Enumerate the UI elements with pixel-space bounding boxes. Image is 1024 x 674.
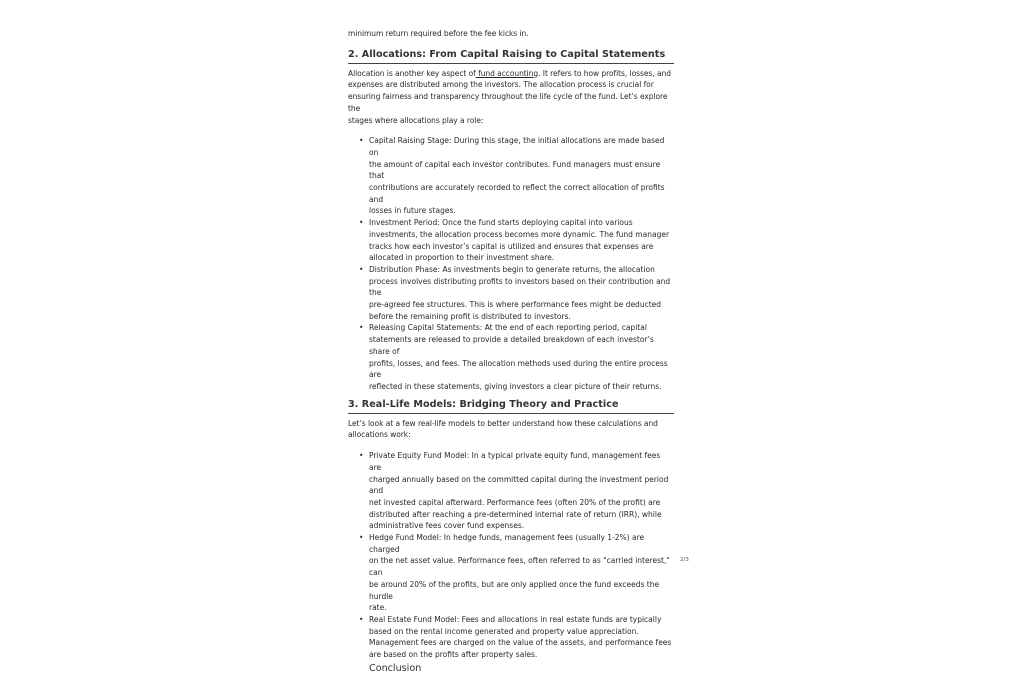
- list-item-line: rate.: [369, 603, 387, 613]
- list-item: [348, 264, 674, 323]
- list-item-line: tracks how each investor’s capital is utilized and ensures that expenses are: [369, 241, 654, 251]
- list-item: [348, 450, 674, 532]
- bullet-icon: •: [359, 264, 364, 274]
- list-item-line: charged annually based on the committed capital during the investment period and: [369, 474, 669, 496]
- list-item: [348, 217, 674, 264]
- list-item-line: before the remaining profit is distributed to investors.: [369, 311, 571, 321]
- section-allocations: [348, 49, 674, 393]
- list-item-line: based on the rental income generated and property value appreciation.: [369, 626, 639, 636]
- intro-line: expenses are distributed among the investors. The allocation process is crucial for: [348, 80, 654, 90]
- bullet-icon: •: [359, 614, 364, 624]
- list-item-line: distributed after reaching a pre-determined internal rate of return (IRR), while: [369, 509, 662, 519]
- intro-line: stages where allocations play a role:: [348, 115, 484, 125]
- list-item: [348, 614, 674, 661]
- list-item-line: Investment Period: Once the fund starts deploying capital into various: [369, 218, 633, 228]
- section-intro: [348, 418, 674, 441]
- list-item-line: Management fees are charged on the value of the assets, and performance fees: [369, 638, 672, 648]
- list-item-line: on the net asset value. Performance fees, often referred to as "carried interest," can: [369, 556, 670, 578]
- list-item-line: investments, the allocation process becomes more dynamic. The fund manager: [369, 229, 670, 239]
- section-real-life-models: [348, 399, 674, 674]
- bullet-icon: •: [359, 218, 364, 228]
- list-item-line: administrative fees cover fund expenses.: [369, 521, 525, 531]
- list-item-line: profits, losses, and fees. The allocation methods used during the entire process are: [369, 358, 668, 380]
- top-line: minimum return required before the fee kicks in.: [348, 29, 529, 38]
- list-item-line: reflected in these statements, giving investors a clear picture of their returns.: [369, 381, 662, 391]
- list-item-line: Real Estate Fund Model: Fees and allocations in real estate funds are typically: [369, 614, 662, 624]
- list-item-line: Capital Raising Stage: During this stage, the initial allocations are made based on: [369, 136, 665, 157]
- list-item: [348, 532, 674, 614]
- bullet-icon: •: [359, 451, 364, 461]
- list-item-line: be around 20% of the profits, but are only applied once the fund exceeds the hurdle: [369, 579, 660, 601]
- list-item-line: allocated in proportion to their investment share.: [369, 253, 555, 263]
- intro-line: Allocation is another key aspect of fund accounting. It refers to how profits, losses, and: [348, 68, 671, 78]
- list-item-line: statements are released to provide a detailed breakdown of each investor’s share of: [369, 335, 654, 356]
- list-item-line: Private Equity Fund Model: In a typical private equity fund, management fees are: [369, 451, 661, 472]
- bullet-icon: •: [359, 533, 364, 543]
- list-item-line: Distribution Phase: As investments begin to generate returns, the allocation: [369, 264, 655, 274]
- list-item-line: the amount of capital each investor contributes. Fund managers must ensure that: [369, 159, 661, 181]
- intro-line: Let’s look at a few real-life models to better understand how these calculations and: [348, 418, 658, 428]
- list-item-line: Releasing Capital Statements: At the end of each reporting period, capital: [369, 323, 647, 333]
- document-page: [348, 28, 674, 674]
- bullet-icon: •: [359, 136, 364, 146]
- section-heading: 2. Allocations: From Capital Raising to Capital Statements: [348, 49, 674, 64]
- model-list: [348, 450, 674, 661]
- list-item: [348, 135, 674, 217]
- intro-line: ensuring fairness and transparency throughout the life cycle of the fund. Let’s explore the: [348, 92, 668, 113]
- page-number: 2/3: [680, 557, 689, 563]
- list-item-line: pre-agreed fee structures. This is where performance fees might be deducted: [369, 300, 662, 310]
- list-item-line: net invested capital afterward. Performance fees (often 20% of the profit) are: [369, 497, 661, 507]
- bullet-icon: •: [359, 323, 364, 333]
- section-intro: [348, 68, 674, 127]
- section-heading: 3. Real-Life Models: Bridging Theory and Practice: [348, 399, 674, 414]
- list-item: [348, 322, 674, 392]
- list-item-line: process involves distributing profits to investors based on their contribution and the: [369, 276, 671, 298]
- list-item-line: are based on the profits after property sales.: [369, 650, 538, 660]
- list-item-line: Hedge Fund Model: In hedge funds, management fees (usually 1-2%) are charged: [369, 533, 645, 554]
- allocation-stage-list: [348, 135, 674, 392]
- intro-line: allocations work:: [348, 430, 411, 440]
- list-item-line: contributions are accurately recorded to reflect the correct allocation of profits and: [369, 183, 665, 204]
- fund-accounting-link[interactable]: fund accounting: [475, 68, 539, 78]
- conclusion-heading: Conclusion: [369, 662, 422, 674]
- list-item-line: losses in future stages.: [369, 206, 456, 216]
